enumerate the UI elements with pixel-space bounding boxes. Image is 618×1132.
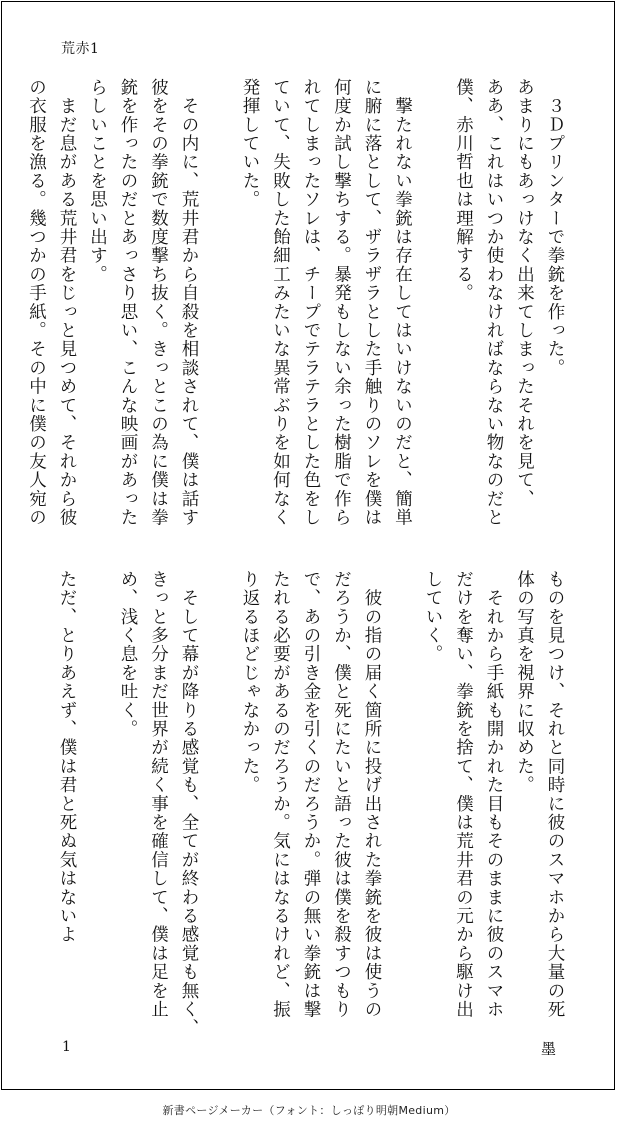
footer-mark: 墨 xyxy=(540,1040,556,1058)
text-block-top: ３Ｄプリンターで拳銃を作った。 あまりにもあっけなく出来てしまったそれを見て、 ああ、これはいつか使わなければならない物なのだと 僕、赤川哲也は理解する。 撃たれない拳銃は存在してはいけないのだと、簡単 に腑に落として、ザラザラとした手触りのソレを僕は 何度か試し撃ちする。暴発もしない余った樹脂で作ら れてしまったソレは、チープでテラテラとした色をし ていて、失敗した飴細工みたいな異常ぶりを如何なく 発揮していた。 その内に、荒井君から自殺を相談されて、僕は話す 彼をその拳銃で数度撃ち抜く。きっとこの為に僕は拳 銃を作ったのだとあっさり思い、こんな映画があった らしいことを思い出す。 まだ息がある荒井君をじっと見つめて、それから彼 の衣服を漁る。幾つかの手紙。その中に僕の友人宛の xyxy=(26,78,565,527)
book-page xyxy=(1,1,615,1090)
text-block-bottom: ものを見つけ、それと同時に彼のスマホから大量の死 体の写真を視界に収めた。 それから手紙も開かれた目もそのままに彼のスマホ だけを奪い、拳銃を捨て、僕は荒井君の元から駆け出 していく。 彼の指の届く箇所に投げ出された拳銃を彼は使うの だろうか、僕と死にたいと語った彼は僕を殺すつもり で、あの引き金を引くのだろうか。弾の無い拳銃は撃 たれる必要があるのだろうか。気にはなるけれど、振 り返るほどじゃなかった。 そして幕が降りる感覚も、全てが終わる感覚も無く、 きっと多分まだ世界が続く事を確信して、僕は足を止 め、浅く息を吐く。 ただ、とりあえず、僕は君と死ぬ気はないよ xyxy=(57,570,565,1038)
page-header: 荒赤1 xyxy=(61,41,100,57)
generator-caption: 新書ページメーカー（フォント：しっぽり明朝Medium） xyxy=(162,1104,456,1117)
page-number: 1 xyxy=(62,1039,71,1055)
